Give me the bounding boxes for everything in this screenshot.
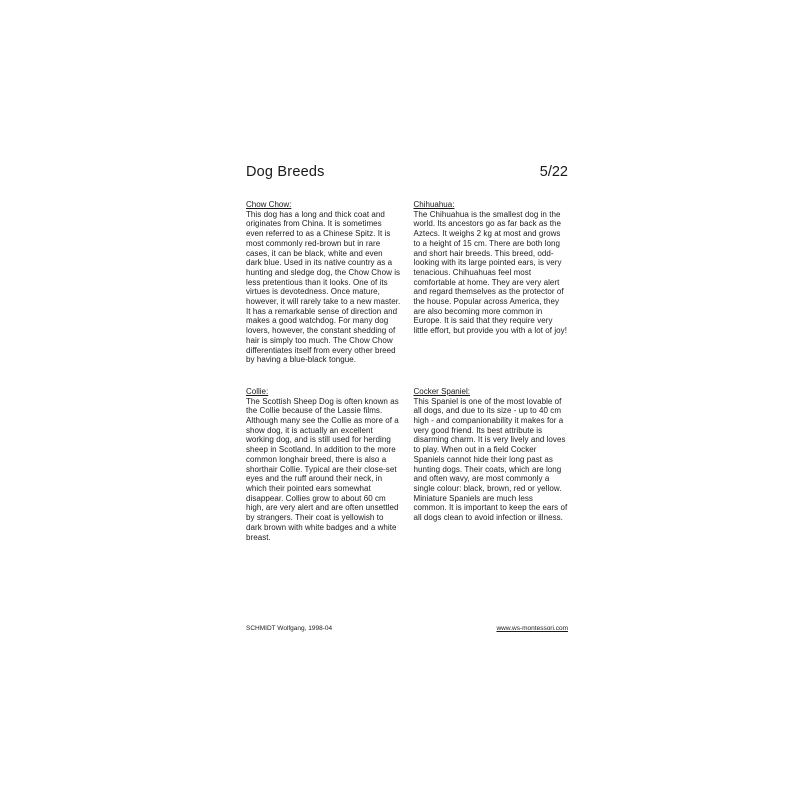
section-title-collie: Collie:	[246, 386, 269, 396]
section-collie	[246, 387, 401, 542]
footer-author: SCHMIDT Wolfgang, 1998-04	[246, 625, 333, 632]
section-title-chow-chow: Chow Chow:	[246, 200, 292, 209]
section-title-chihuahua: Chihuahua:	[413, 200, 455, 209]
section-body-chihuahua: The Chihuahua is the smallest dog in the world. Its ancestors go as far back as the Aztecs. It weighs 2 kg at most and grows to a height of 15 cm. There are both long and short hair breeds. This breed, odd-looking with its large pointed ears, is very tenacious. Chihuahuas feel most comfortable at home. They are very alert and regard themselves as the protector of the house. Popular across America, they are also becoming more common in Europe. It is said that they require very little effort, but provide you with a lot of joy!	[413, 209, 567, 336]
section-chihuahua	[414, 200, 569, 365]
page-title: Dog Breeds	[246, 164, 325, 180]
section-cocker-spaniel	[414, 387, 569, 542]
sections-row-1	[246, 200, 568, 365]
section-body-chow-chow: This dog has a long and thick coat and originates from China. It is sometimes even referred to as a Chinese Spitz. It is most commonly red-brown but in rare cases, it can be black, white and even dark blue. Used in its native country as a hunting and sledge dog, the Chow Chow is less pretentious than it looks. One of its virtues is devotedness. Once mature, however, it will rarely take to a new master. It has a remarkable sense of direction and makes a good watchdog. For many dog lovers, however, the constant shedding of hair is simply too much. The Chow Chow differentiates itself from every other breed by having a blue-black tongue.	[246, 209, 401, 365]
section-body-cocker-spaniel: This Spaniel is one of the most lovable of all dogs, and due to its size - up to 40 cm high - and companionability it makes for a very good friend. Its best attribute is disarming charm. It is very lively and loves to play. When out in a field Cocker Spaniels cannot hide their long past as hunting dogs. Their coats, which are long and often wavy, are most commonly a single colour: black, brown, red or yellow. Miniature Spaniels are much less common. It is important to keep the ears of all dogs clean to avoid infection or illness.	[413, 396, 568, 523]
section-body-collie: The Scottish Sheep Dog is often known as the Collie because of the Lassie films. Although many see the Collie as more of a show dog, it is actually an excellent working dog, and is still used for herding sheep in Scotland. In addition to the more common longhair breed, there is also a shorthair Collie. Typical are their close-set eyes and the ruff around their neck, in which their pointed ears somewhat disappear. Collies grow to about 60 cm high, are very alert and are often unsettled by strangers. Their coat is yellowish to dark brown with white badges and a white breast.	[246, 396, 399, 542]
sections-row-2	[246, 387, 568, 542]
page-number: 5/22	[539, 164, 568, 180]
section-chow-chow	[246, 200, 401, 365]
section-title-cocker-spaniel: Cocker Spaniel:	[413, 386, 470, 396]
footer-website-link[interactable]: www.ws-montessori.com	[496, 625, 568, 632]
document-header	[246, 164, 568, 180]
document-page	[246, 164, 568, 542]
document-footer	[246, 625, 568, 632]
